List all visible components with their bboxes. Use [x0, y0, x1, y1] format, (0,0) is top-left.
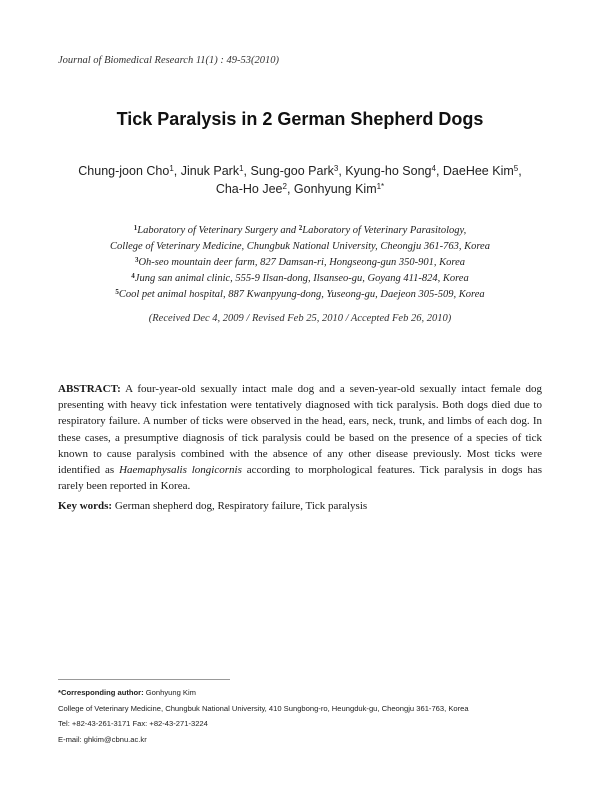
affiliation-list: [30, 223, 570, 303]
author-affiliation-mark: 2: [282, 182, 287, 191]
paper-title: Tick Paralysis in 2 German Shepherd Dogs: [116, 109, 484, 129]
affiliation-line: $^5$Cool pet animal hospital, 887 Kwanpyung-dong, Yuseong-gu, Daejeon 305-509, Korea: [115, 288, 485, 300]
author-list: Chung-joon Cho$^1$, Jinuk Park$^1$, Sung-goo Park$^3$, Kyung-ho Song$^4$, DaeHee Kim$^5$, Cha-Ho Jee$^2$, Gonhyung Kim$^{1*}$: [78, 164, 522, 196]
author-affiliation-mark: 1: [239, 164, 244, 173]
abstract-label: ABSTRACT:: [58, 383, 121, 395]
author-name: Jinuk Park: [180, 164, 240, 178]
corresponding-address: College of Veterinary Medicine, Chungbuk National University, 410 Sungbong-ro, Heungduk-gu, Cheongju 361-763, Korea: [58, 703, 469, 713]
affiliation-line: $^4$Jung san animal clinic, 555-9 Ilsan-dong, Ilsanseo-gu, Goyang 411-824, Korea: [131, 272, 469, 284]
journal-citation: Journal of Biomedical Research 11(1) : 49-53(2010): [58, 55, 280, 66]
corresponding-author-label: *Corresponding author:: [58, 688, 144, 697]
author-affiliation-mark: 4: [431, 164, 436, 173]
keywords-label: Key words:: [58, 500, 113, 512]
affiliation-line: $^3$Oh-seo mountain deer farm, 827 Damsan-ri, Hongseong-gun 350-901, Korea: [134, 256, 466, 268]
footnote-divider: [58, 679, 230, 680]
corresponding-phone: Tel: +82-43-261-3171 Fax: +82-43-271-3224: [58, 719, 208, 728]
corresponding-author-footnote: *Corresponding author: Gonhyung Kim College of Veterinary Medicine, Chungbuk National University, 410 Sungbong-ro, Heungduk-gu, Cheongju 361-763, Korea Tel: +82-43-261-3171 Fax: +82-43-271-3224 E-mail: ghkim@cbnu.ac.kr: [58, 685, 578, 747]
author-affiliation-mark: 1: [169, 164, 174, 173]
author-affiliation-mark: 5: [513, 164, 519, 173]
author-name: Sung-goo Park: [250, 164, 334, 178]
author-affiliation-mark: 3: [333, 164, 339, 173]
author-name: Chung-joon Cho: [78, 164, 170, 178]
keywords: Key words: German shepherd dog, Respiratory failure, Tick paralysis: [58, 500, 368, 512]
author-affiliation-mark: 1*: [376, 182, 385, 191]
species-name: Haemaphysalis longicornis: [119, 464, 242, 477]
affiliation-line: $^1$Laboratory of Veterinary Surgery and $^2$Laboratory of Veterinary Parasitology,: [133, 224, 467, 236]
author-name: Cha-Ho Jee: [215, 182, 283, 196]
received-dates: (Received Dec 4, 2009 / Revised Feb 25, 2010 / Accepted Feb 26, 2010): [148, 313, 452, 324]
author-name: Gonhyung Kim: [293, 182, 377, 196]
abstract: ABSTRACT: A four-year-old sexually intact male dog and a seven-year-old sexually intact female dog presenting with heavy tick infestation were tentatively diagnosed with tick paralysis. Both dogs died due to respiratory failure. A number of ticks were observed in the head, ears, neck, trunk, and limbs of each dog. In these cases, a presumptive diagnosis of tick paralysis could be based on the presence of a species of tick known to cause paralysis combined with the absence of any other disease previously. Most ticks were identified as Haemaphysalis longicornis according to morphological features. Tick paralysis in dogs has rarely been reported in Korea.: [58, 383, 542, 493]
corresponding-email: E-mail: ghkim@cbnu.ac.kr: [58, 734, 147, 744]
author-name: Kyung-ho Song: [345, 164, 432, 178]
author-name: DaeHee Kim: [442, 164, 514, 178]
affiliation-line: College of Veterinary Medicine, Chungbuk National University, Cheongju 361-763, Korea: [110, 241, 490, 252]
